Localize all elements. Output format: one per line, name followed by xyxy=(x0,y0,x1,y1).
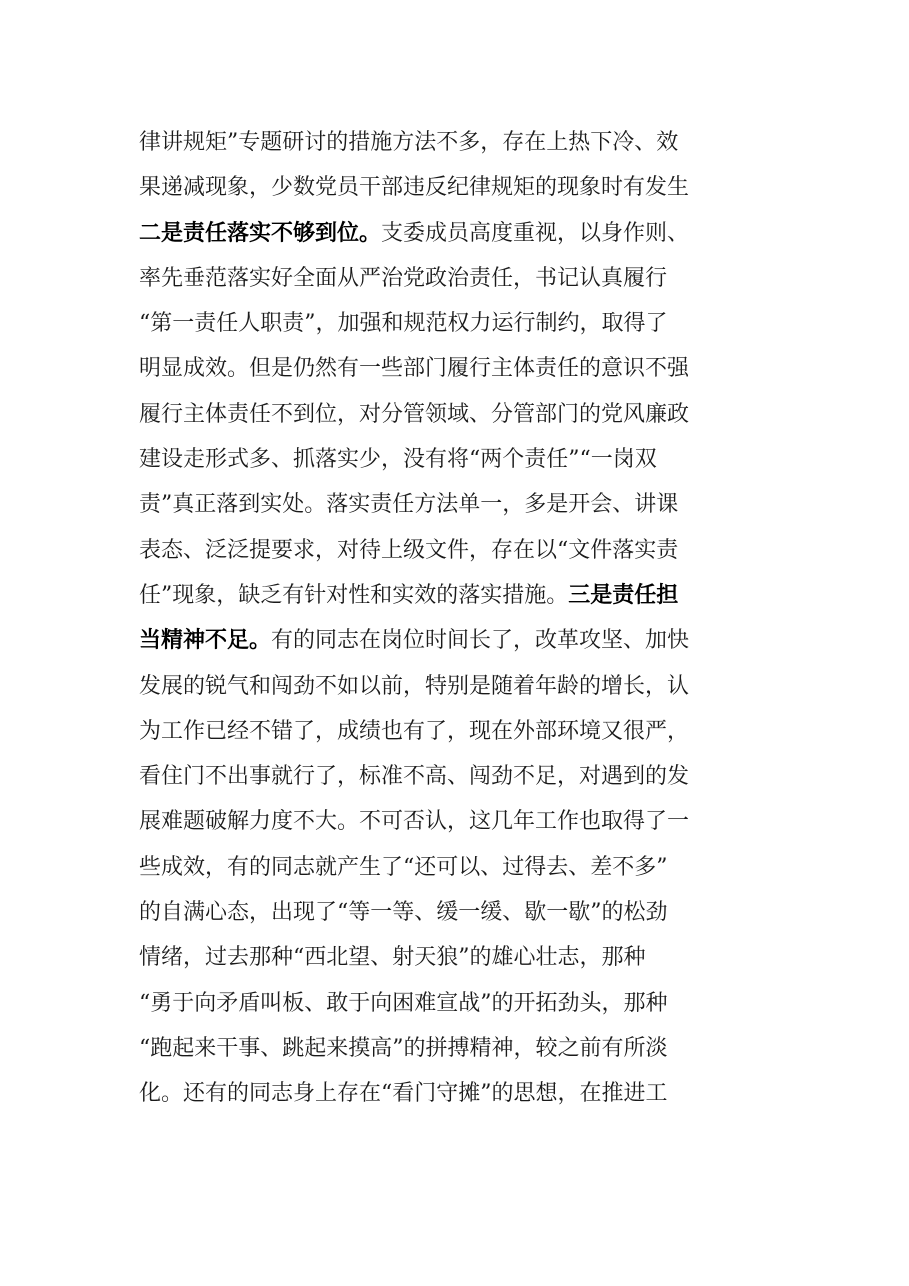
paragraph-text: 责”真正落到实处。落实责任方法单一，多是开会、讲课 xyxy=(139,492,679,518)
text-line xyxy=(139,392,779,437)
text-line xyxy=(139,935,779,980)
text-line xyxy=(139,346,779,391)
paragraph-text: 果递减现象，少数党员干部违反纪律规矩的现象时有发生 xyxy=(139,175,690,201)
text-line xyxy=(139,301,779,346)
paragraph-text: 明显成效。但是仍然有一些部门履行主体责任的意识不强 xyxy=(139,356,690,382)
paragraph-text: 为工作已经不错了，成绩也有了，现在外部环境又很严， xyxy=(139,718,690,744)
text-line xyxy=(139,754,779,799)
text-line xyxy=(139,211,779,256)
body-text xyxy=(139,120,779,1117)
paragraph-text: 任”现象，缺乏有针对性和实效的落实措施。 xyxy=(139,582,569,608)
text-line xyxy=(139,120,779,165)
text-line xyxy=(139,528,779,573)
paragraph-text: 化。还有的同志身上存在“看门守摊”的思想，在推进工 xyxy=(139,1081,668,1107)
paragraph-text: 看住门不出事就行了，标准不高、闯劲不足，对遇到的发 xyxy=(139,764,690,790)
text-line xyxy=(139,482,779,527)
bold-heading-text: 二是责任落实不够到位。 xyxy=(139,220,382,246)
text-line xyxy=(139,845,779,890)
paragraph-text: “跑起来干事、跳起来摸高”的拼搏精神，较之前有所淡 xyxy=(139,1035,668,1061)
bold-heading-text: 三是责任担 xyxy=(568,582,679,608)
text-line xyxy=(139,981,779,1026)
paragraph-text: 建设走形式多、抓落实少，没有将“两个责任”“一岗双 xyxy=(139,447,657,473)
paragraph-text: 律讲规矩”专题研讨的措施方法不多，存在上热下冷、效 xyxy=(139,130,679,155)
bold-heading-text: 当精神不足。 xyxy=(139,628,272,654)
paragraph-text: “勇于向矛盾叫板、敢于向困难宣战”的开拓劲头，那种 xyxy=(139,990,668,1016)
text-line xyxy=(139,1026,779,1071)
paragraph-text: “第一责任人职责”，加强和规范权力运行制约，取得了 xyxy=(139,311,668,337)
paragraph-text: 率先垂范落实好全面从严治党政治责任，书记认真履行 xyxy=(139,265,668,291)
text-line xyxy=(139,618,779,663)
paragraph-text: 有的同志在岗位时间长了，改革攻坚、加快 xyxy=(271,628,690,654)
text-line xyxy=(139,256,779,301)
text-line xyxy=(139,890,779,935)
text-line xyxy=(139,709,779,754)
paragraph-text: 些成效，有的同志就产生了“还可以、过得去、差不多” xyxy=(139,854,668,880)
text-line xyxy=(139,1071,779,1116)
paragraph-text: 履行主体责任不到位，对分管领域、分管部门的党风廉政 xyxy=(139,401,690,427)
paragraph-text: 发展的锐气和闯劲不如以前，特别是随着年龄的增长，认 xyxy=(139,673,690,699)
text-line xyxy=(139,799,779,844)
text-line xyxy=(139,573,779,618)
paragraph-text: 的自满心态，出现了“等一等、缓一缓、歇一歇”的松劲 xyxy=(139,900,668,926)
paragraph-text: 展难题破解力度不大。不可否认，这几年工作也取得了一 xyxy=(139,809,690,835)
text-line xyxy=(139,664,779,709)
paragraph-text: 表态、泛泛提要求，对待上级文件，存在以“文件落实责 xyxy=(139,537,679,563)
paragraph-text: 情绪，过去那种“西北望、射天狼”的雄心壮志，那种 xyxy=(139,945,646,971)
paragraph-text: 支委成员高度重视，以身作则、 xyxy=(381,220,690,246)
text-line xyxy=(139,165,779,210)
text-line xyxy=(139,437,779,482)
